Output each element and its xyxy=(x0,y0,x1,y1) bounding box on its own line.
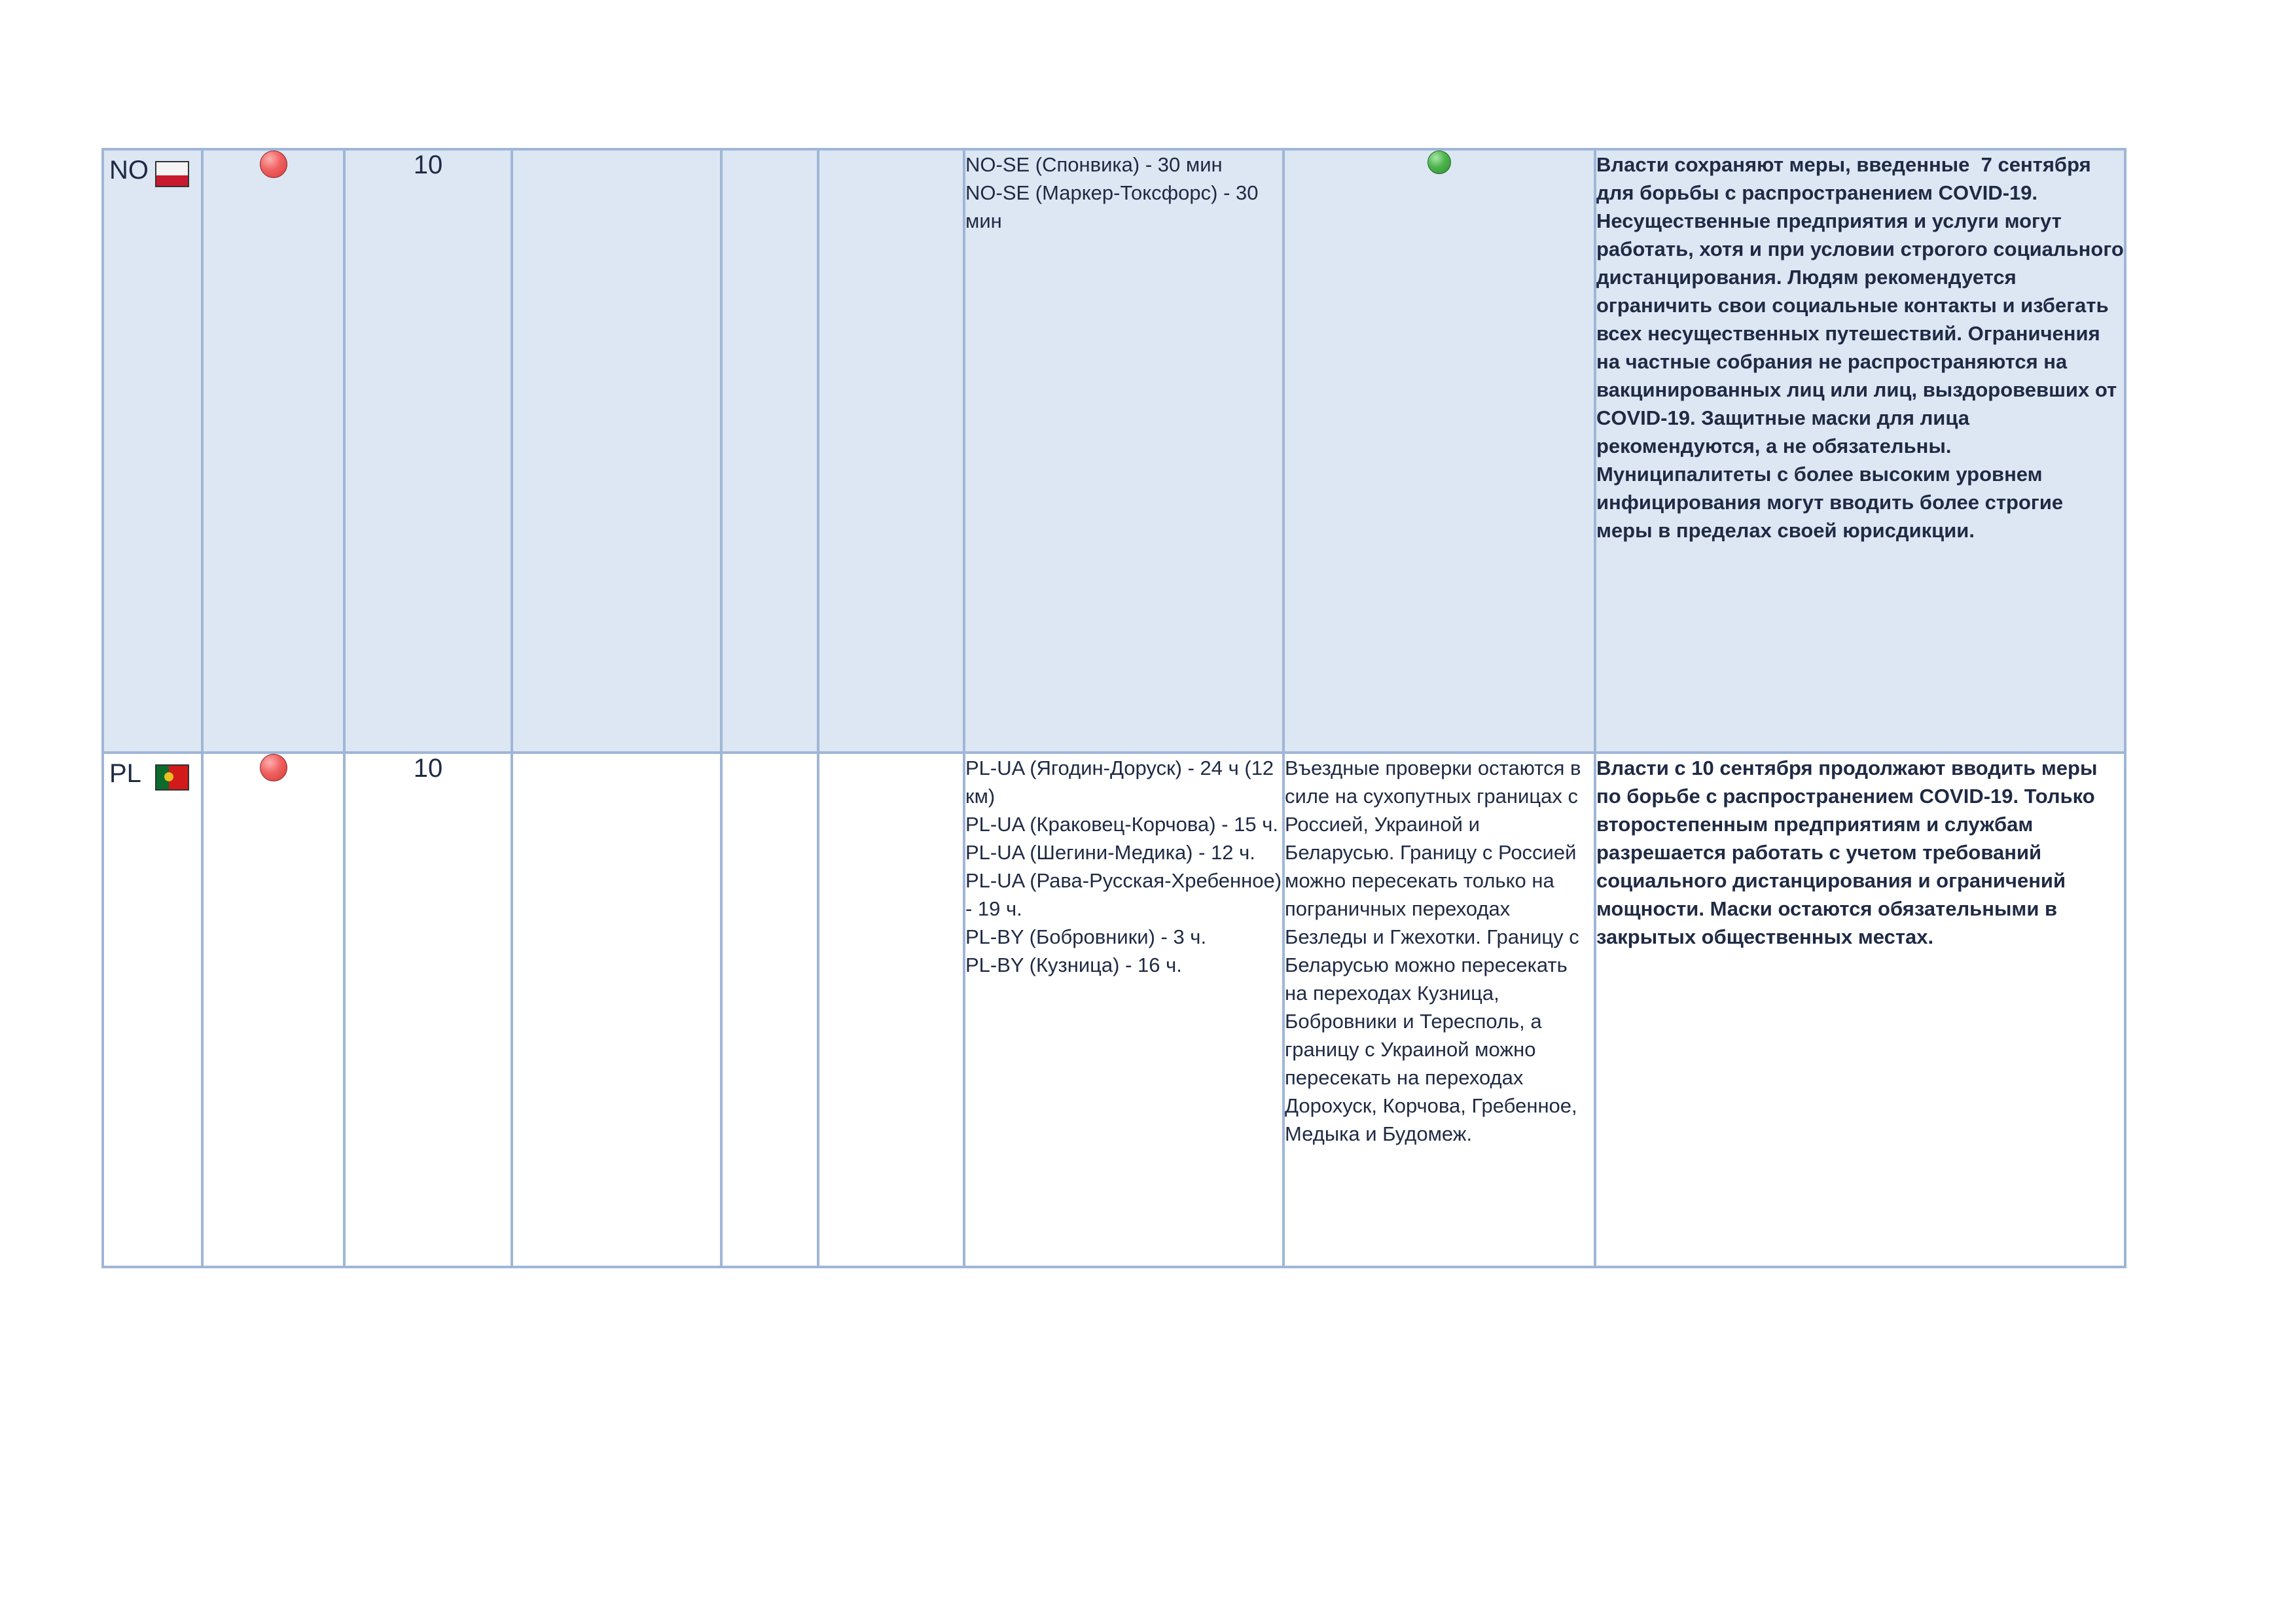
empty-cell xyxy=(818,149,964,753)
country-table xyxy=(101,148,2126,1268)
country-code-cell xyxy=(103,753,202,1267)
empty-cell xyxy=(818,753,964,1267)
value-cell xyxy=(344,149,512,753)
measures-cell: Власти с 10 сентября продолжают вводить меры по борьбе с распространением COVID-19. Только второстепенным предприятиям и службам разрешается работать с учетом требований социального дистанцирования и ограничений мощности. Маски остаются обязательными в закрытых общественных местах. xyxy=(1595,753,2125,1267)
status-cell xyxy=(202,149,344,753)
measures-cell: Власти сохраняют меры, введенные 7 сентября для борьбы с распространением COVID-19. Несущественные предприятия и услуги могут работать, хотя и при условии строгого социального дистанцирования. Людям рекомендуется ограничить свои социальные контакты и избегать всех несущественных путешествий. Ограничения на частные собрания не распространяются на вакцинированных лиц или лиц, выздоровевших от COVID-19. Защитные маски для лица рекомендуются, а не обязательны. Муниципалитеты с более высоким уровнем инфицирования могут вводить более строгие меры в пределах своей юрисдикции. xyxy=(1595,149,2125,753)
country-code: PL xyxy=(109,759,141,788)
empty-cell xyxy=(721,753,818,1267)
crossing-item: PL-BY (Кузница) - 16 ч. xyxy=(965,954,1182,976)
crossing-item: NO-SE (Маркер-Токсфорс) - 30 мин xyxy=(965,181,1259,232)
red-status-indicator-icon xyxy=(260,754,287,781)
norway-flag-icon xyxy=(155,161,189,187)
value-text: 10 xyxy=(413,151,443,179)
country-code: NO xyxy=(109,156,149,185)
crossing-item: PL-UA (Рава-Русская-Хребенное) - 19 ч. xyxy=(965,869,1282,920)
table-row xyxy=(103,753,2125,1267)
value-cell xyxy=(344,753,512,1267)
empty-cell xyxy=(721,149,818,753)
green-status-indicator-icon xyxy=(1427,151,1451,174)
crossing-item: PL-UA (Шегини-Медика) - 12 ч. xyxy=(965,841,1255,864)
border-crossings-cell xyxy=(964,753,1283,1267)
entry-checks-cell: Въездные проверки остаются в силе на сухопутных границах с Россией, Украиной и Беларусью. Границу с Россией можно пересекать только на пограничных переходах Безледы и Гжехотки. Границу с Беларусью можно пересекать на переходах Кузница, Бобровники и Тересполь, а границу с Украиной можно пересекать на переходах Дорохуск, Корчова, Гребенное, Медыка и Будомеж. xyxy=(1283,753,1595,1267)
value-text: 10 xyxy=(413,754,443,783)
country-code-cell xyxy=(103,149,202,753)
crossing-item: PL-UA (Краковец-Корчова) - 15 ч. xyxy=(965,813,1279,836)
table-row xyxy=(103,149,2125,753)
empty-cell xyxy=(512,753,721,1267)
entry-checks-cell xyxy=(1283,149,1595,753)
red-status-indicator-icon xyxy=(260,151,287,178)
crossing-item: PL-UA (Ягодин-Доруск) - 24 ч (12 км) xyxy=(965,757,1274,808)
crossing-item: PL-BY (Бобровники) - 3 ч. xyxy=(965,925,1207,948)
crossing-item: NO-SE (Спонвика) - 30 мин xyxy=(965,153,1223,176)
border-crossings-cell xyxy=(964,149,1283,753)
status-cell xyxy=(202,753,344,1267)
empty-cell xyxy=(512,149,721,753)
portugal-flag-icon xyxy=(155,764,189,791)
